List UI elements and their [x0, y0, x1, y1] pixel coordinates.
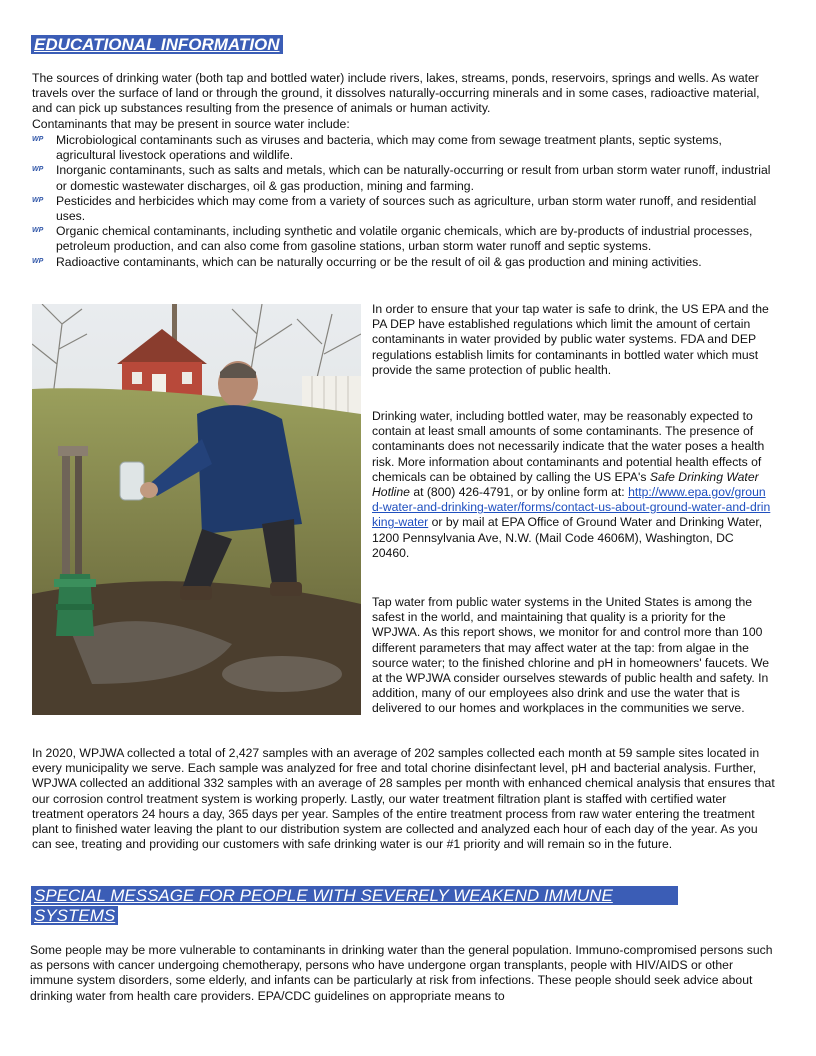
educational-heading: EDUCATIONAL INFORMATION [31, 35, 283, 54]
contaminant-text: Pesticides and herbicides which may come from a variety of sources such as agriculture, urban storm water runoff, and residential uses. [56, 193, 757, 224]
contaminant-text: Organic chemical contaminants, including synthetic and volatile organic chemicals, which are by-products of industrial processes, petroleum production, and can also come from gasoline stations, urban storm water runoff and septic systems. [56, 224, 753, 254]
intro-paragraph: The sources of drinking water (both tap and bottled water) include rivers, lakes, streams, ponds, reservoirs, springs and wells. As water travels over the surface of land or through the ground, it dissolves naturally-occurring minerals and in some cases, radioactive material, and can pick up substances resulting from the presence of animals or human activity. [32, 71, 760, 116]
bottled-text-3: or by mail at EPA Office of Ground Water and Drinking Water, 1200 Pennsylvania Ave, N.W. (Mail Code 4606M), Washington, DC 20460. [372, 515, 763, 560]
samples-paragraph: In 2020, WPJWA collected a total of 2,427 samples with an average of 202 samples collected each month at 59 sample sites located in every municipality we serve. Each sample was analyzed for free and total chorine disinfectant level, pH and bacterial analysis. Further, WPJWA collected an additional 332 samples with an average of 28 samples per month with enhanced chemical analysis that ensures that our corrosion control treatment system is working properly. Lastly, our water treatment filtration plant is staffed with certified water treatment operators 24 hours a day, 365 days per year. Samples of the entire treatment process from raw water entering the treatment plant to finished water leaving the plant to our distribution system are collected and analyzed each hour of each day of the year. As you can see, treating and providing our customers with safe drinking water is our #1 priority and will remain so in the future. [32, 746, 775, 852]
bottled-text-1: Drinking water, including bottled water, may be reasonably expected to contain at least small amounts of some contaminants. The presence of contaminants does not necessarily indicate that the water poses a health risk. More information about contaminants and potential health effects of chemicals can be obtained by calling the US EPA's [372, 409, 765, 484]
regulations-paragraph: In order to ensure that your tap water is safe to drink, the US EPA and the PA DEP have established regulations which limit the amount of certain contaminants in water provided by public water systems. FDA and DEP regulations establish limits for contaminants in bottled water which must provide the same protection of public health. [372, 302, 769, 377]
special-message-heading [31, 886, 678, 905]
hotline-name: Safe Drinking Water Hotline [372, 469, 759, 500]
safest-water-paragraph: Tap water from public water systems in the United States is among the safest in the world, and maintaining that quality is a priority for the WPJWA. As this report shows, we monitor for and control more than 100 different parameters that may affect water at the tap: from algae in the source water; to the finished chlorine and pH in homeowners' faucets. We at the WPJWA consider ourselves stewards of public health and safety. In addition, many of our employees also drink and use the water that is delivered to our homes and workplaces in the communities we serve. [372, 595, 770, 716]
list-item [32, 133, 772, 163]
contaminant-text: Inorganic contaminants, such as salts and metals, which can be naturally-occurring or result from urban storm water runoff, industrial or domestic wastewater discharges, oil & gas production, mining and farming. [56, 163, 771, 193]
epa-contact-link[interactable]: http://www.epa.gov/ground-water-and-drinking-water/forms/contact-us-about-ground-water-and-drinking-water [372, 485, 771, 530]
sampling-photo [32, 304, 361, 715]
wp-logo-icon: WP [32, 136, 44, 143]
list-item [32, 194, 772, 224]
wp-logo-icon: WP [32, 257, 44, 265]
contaminant-text: Radioactive contaminants, which can be naturally occurring or be the result of oil & gas production and mining activities. [56, 254, 702, 269]
special-message-heading-cont [31, 906, 118, 925]
contaminant-list [32, 133, 772, 270]
list-lead: Contaminants that may be present in source water include: [32, 117, 350, 131]
special-heading-line-2: SYSTEMS [34, 906, 116, 925]
list-item [32, 163, 772, 193]
wp-logo-icon: WP [32, 196, 44, 204]
wp-logo-icon: WP [32, 227, 44, 235]
bottled-text-2: at (800) 426-4791, or by online form at: [409, 485, 629, 500]
special-heading-line-1: SPECIAL MESSAGE FOR PEOPLE WITH SEVERELY WEAKEND IMMUNE [34, 886, 613, 905]
list-item [32, 255, 772, 270]
contaminant-text: Microbiological contaminants such as viruses and bacteria, which may come from sewage treatment plants, septic systems, agricultural livestock operations and wildlife. [56, 133, 722, 163]
special-message-body: Some people may be more vulnerable to contaminants in drinking water than the general population. Immuno-compromised persons such as persons with cancer undergoing chemotherapy, persons who have undergone organ transplants, people with HIV/AIDS or other immune system disorders, some elderly, and infants can be particularly at risk from infections. These people should seek advice about drinking water from health care providers. EPA/CDC guidelines on appropriate means to [30, 943, 773, 1003]
bottled-water-paragraph [372, 409, 772, 561]
wp-logo-icon: WP [32, 166, 44, 174]
list-item [32, 224, 772, 254]
